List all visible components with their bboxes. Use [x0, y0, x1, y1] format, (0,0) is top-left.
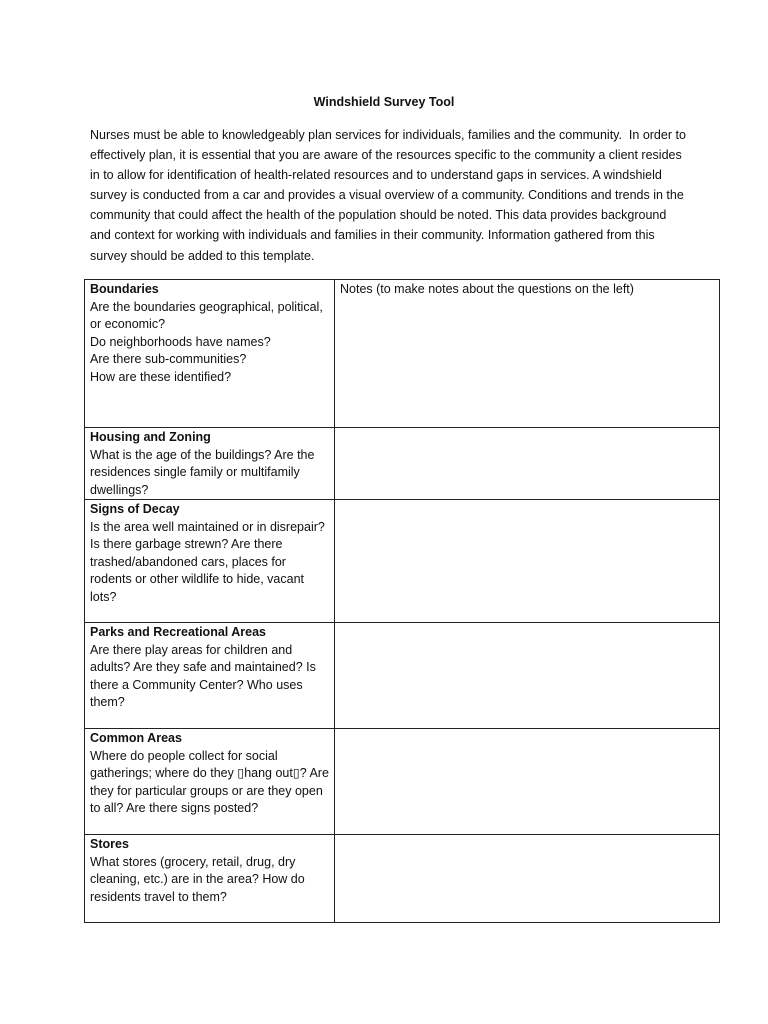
- section-heading: Signs of Decay: [90, 502, 180, 516]
- intro-text: Nurses must be able to knowledgeably plan services for individuals, families and the community. In order to effectively plan, it is essential that you are aware of the resources specific to the community a client resides in to allow for identification of health-related resources and to understand gaps in services. A windshield survey is conducted from a car and provides a visual overview of a community. Conditions and trends in the community that could affect the health of the population should be noted. This data provides background and context for working with individuals and families in their community. Information gathered from this survey should be added to this template.: [90, 128, 690, 263]
- question-text: Do neighborhoods have names?: [90, 334, 271, 349]
- question-cell: [85, 835, 335, 923]
- notes-cell[interactable]: [335, 729, 720, 835]
- question-text: Are there sub-communities?: [90, 352, 247, 366]
- question-cell: [85, 428, 335, 500]
- notes-cell[interactable]: [335, 500, 720, 623]
- intro-paragraph: [90, 125, 690, 266]
- question-cell: [85, 280, 335, 428]
- notes-cell[interactable]: [335, 428, 720, 500]
- document-title: Windshield Survey Tool: [313, 95, 455, 109]
- section-heading: Boundaries: [90, 282, 159, 296]
- table-row-common-areas: [85, 729, 720, 835]
- question-text: What stores (grocery, retail, drug, dry cleaning, etc.) are in the area? How do residents travel to them?: [90, 854, 305, 904]
- question-text: Is the area well maintained or in disrepair? Is there garbage strewn? Are there trashed/abandoned cars, places for rodents or other wildlife to hide, vacant lots?: [90, 519, 325, 604]
- question-cell: [85, 500, 335, 623]
- table-row-stores: [85, 835, 720, 923]
- table-row-boundaries: [85, 280, 720, 428]
- question-text: What is the age of the buildings? Are the residences single family or multifamily dwellings?: [90, 447, 315, 497]
- table-row-parks-recreation: [85, 623, 720, 729]
- question-cell: [85, 623, 335, 729]
- notes-cell[interactable]: [335, 623, 720, 729]
- survey-table: [84, 279, 720, 923]
- question-text: How are these identified?: [90, 369, 232, 384]
- question-cell: [85, 729, 335, 835]
- section-heading: Stores: [90, 837, 129, 851]
- notes-cell[interactable]: [335, 835, 720, 923]
- question-text: Are the boundaries geographical, political, or economic?: [90, 299, 323, 331]
- table-row-housing-zoning: [85, 428, 720, 500]
- section-heading: Housing and Zoning: [90, 430, 211, 444]
- section-heading: Parks and Recreational Areas: [90, 625, 267, 639]
- notes-header: Notes (to make notes about the questions on the left): [340, 282, 634, 296]
- section-heading: Common Areas: [90, 731, 182, 745]
- question-text: Are there play areas for children and adults? Are they safe and maintained? Is there a Community Center? Who uses them?: [90, 642, 316, 709]
- notes-cell[interactable]: [335, 280, 720, 428]
- table-row-signs-of-decay: [85, 500, 720, 623]
- question-text: Where do people collect for social gatherings; where do they ▯hang out▯? Are they for particular groups or are they open to all? Are there signs posted?: [90, 748, 329, 815]
